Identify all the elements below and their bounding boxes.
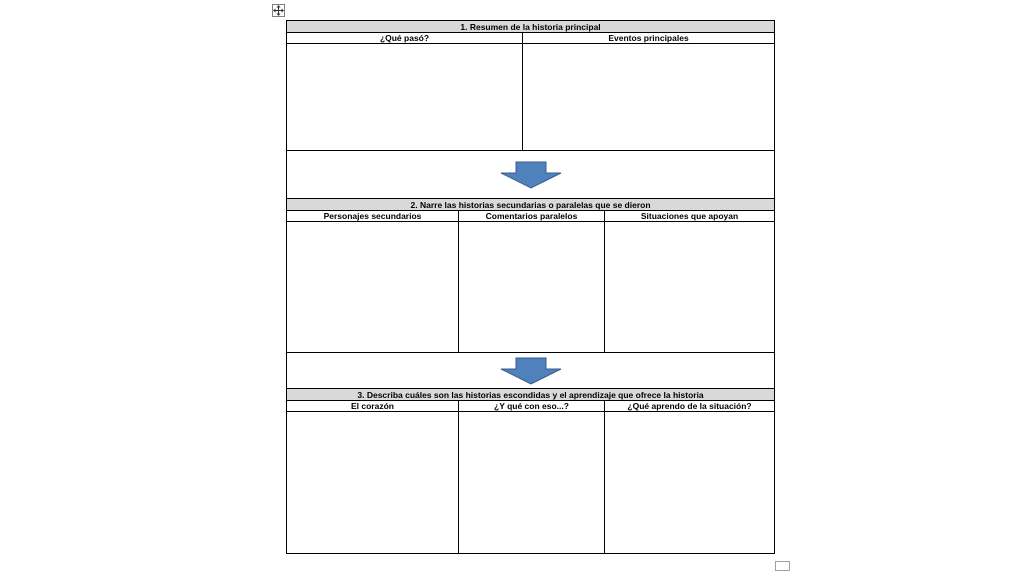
down-arrow-icon	[499, 357, 563, 385]
section3-col3-cell[interactable]	[605, 412, 775, 554]
section3-col1-header: El corazón	[287, 401, 459, 412]
table-move-handle-icon[interactable]	[272, 4, 285, 17]
section1-col1-cell[interactable]	[287, 44, 523, 151]
section3-col2-header: ¿Y qué con eso...?	[459, 401, 605, 412]
section1-col1-header: ¿Qué pasó?	[287, 33, 523, 44]
section2-title: 2. Narre las historias secundarias o paralelas que se dieron	[287, 199, 775, 211]
section2-col3-header: Situaciones que apoyan	[605, 211, 775, 222]
section1-title: 1. Resumen de la historia principal	[287, 21, 775, 33]
section3-col3-header: ¿Qué aprendo de la situación?	[605, 401, 775, 412]
arrow-row-2	[287, 353, 775, 389]
section1-col2-cell[interactable]	[523, 44, 775, 151]
section3-col1-cell[interactable]	[287, 412, 459, 554]
section2-col3-cell[interactable]	[605, 222, 775, 353]
section2-col2-header: Comentarios paralelos	[459, 211, 605, 222]
section2-col1-header: Personajes secundarios	[287, 211, 459, 222]
table-resize-handle-icon[interactable]	[775, 561, 790, 571]
section3-title: 3. Describa cuáles son las historias escondidas y el aprendizaje que ofrece la historia	[287, 389, 775, 401]
worksheet-table	[286, 20, 775, 554]
section2-col1-cell[interactable]	[287, 222, 459, 353]
arrow-row-1	[287, 151, 775, 199]
section1-col2-header: Eventos principales	[523, 33, 775, 44]
down-arrow-icon	[499, 161, 563, 189]
section2-col2-cell[interactable]	[459, 222, 605, 353]
section3-col2-cell[interactable]	[459, 412, 605, 554]
